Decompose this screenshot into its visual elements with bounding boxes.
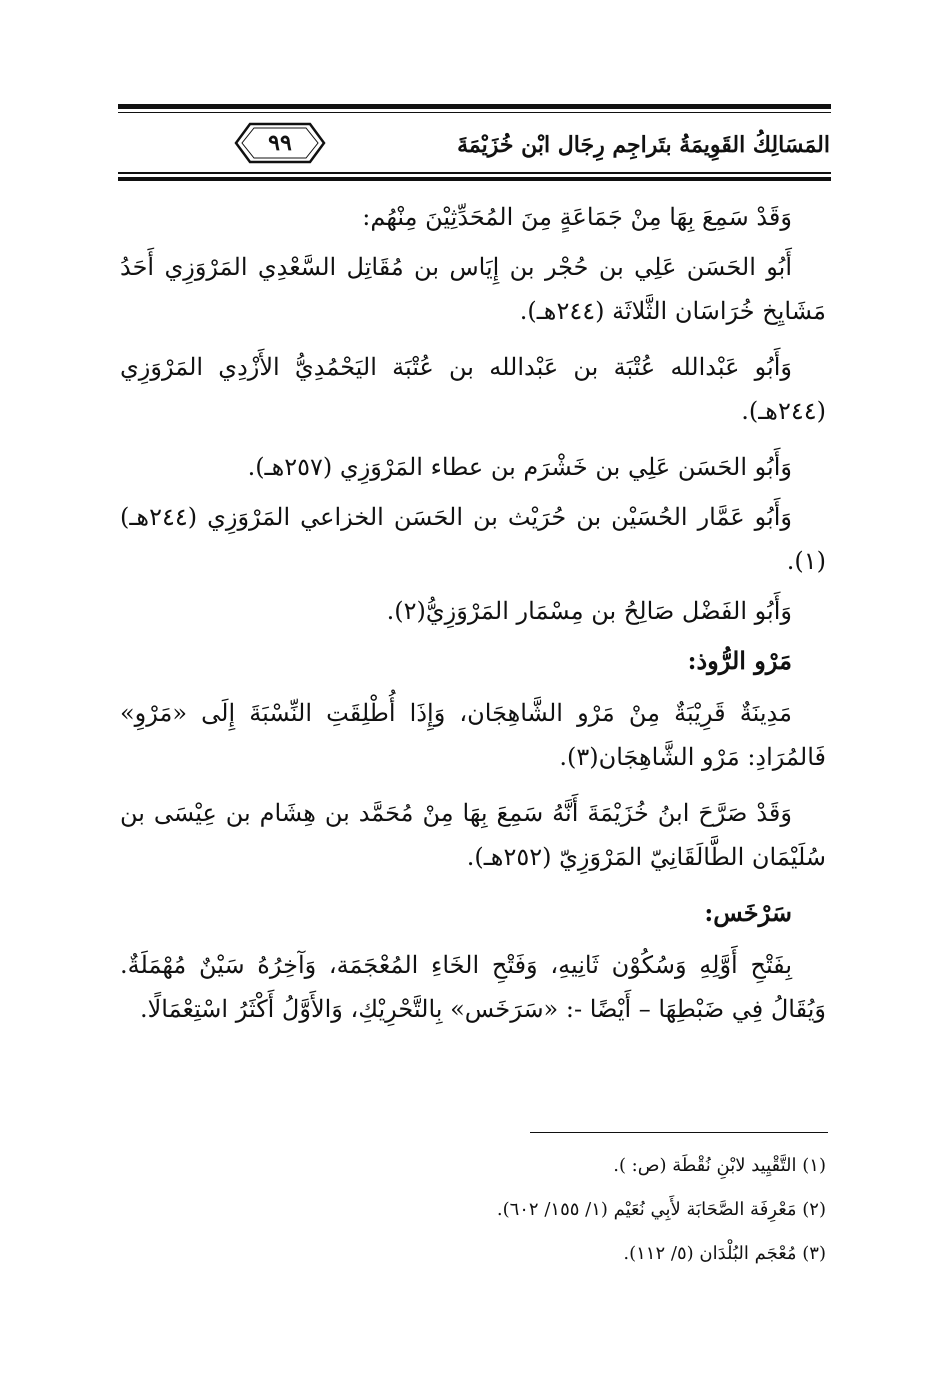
paragraph: مَدِينَةٌ قَرِيْبَةٌ مِنْ مَرْو الشَّاهِجَان، وَإِذَا أُطْلِقَتِ النِّسْبَةَ إِلَى «مَرْوِ» فَالمُرَادِ: مَرْو الشَّاهِجَان(٣). bbox=[120, 699, 826, 771]
paragraph: وَأَبُو عَبْدالله عُتْبَة بن عَبْدالله بن عُتْبَة اليَحْمُدِيُّ الأَزْدِي المَرْوَزِي (٢٤٤هـ). bbox=[120, 353, 826, 425]
paragraph: وَقَدْ سَمِعَ بِهَا مِنْ جَمَاعَةٍ مِنَ المُحَدِّثِيْنَ مِنْهُم: bbox=[362, 203, 792, 231]
page-number-badge bbox=[232, 120, 328, 166]
main-text bbox=[120, 195, 826, 1043]
paragraph: بِفَتْحِ أَوَّلِهِ وَسُكُوْن ثَانِيهِ، وَفَتْحِ الخَاءِ المُعْجَمَة، وَآخِرُهُ سَيْنٌ مُهْمَلَةٌ. وَيُقَالُ فِي ضَبْطِهَا – أَيْضًا -: «سَرَخَس» بِالتَّحْرِيْكِ، وَالأَوَّلُ أَكْثَرُ اسْتِعْمَالًا. bbox=[120, 951, 826, 1023]
section-heading-sarakhs: سَرْخَس: bbox=[704, 898, 792, 927]
footnote-2: (٢) مَعْرِفَة الصَّحَابَة لأَبِي نُعَيْم (١/ ١٥٥/ ٦٠٢). bbox=[496, 1199, 826, 1220]
header-rule-bottom-thick bbox=[118, 177, 831, 181]
header-rule-bottom-thin bbox=[118, 172, 831, 174]
footnotes bbox=[120, 1144, 826, 1276]
paragraph: أَبُو الحَسَن عَلِي بن حُجْر بن إِيَاس بن مُقَاتِل السَّعْدِي المَرْوَزِي أَحَدُ مَشَايِخ خُرَاسَان الثَّلاثَة (٢٤٤هـ). bbox=[120, 253, 826, 325]
header-rule-top-thick bbox=[118, 104, 831, 109]
page-number: ٩٩ bbox=[268, 130, 292, 156]
paragraph: وَأَبُو الفَضْل صَالِحُ بن مِسْمَار المَرْوَزِيُّ(٢). bbox=[386, 597, 792, 625]
footnote-separator bbox=[530, 1132, 828, 1133]
section-heading-marw-alrudh: مَرْو الرُّوذ: bbox=[687, 646, 792, 675]
footnote-1: (١) التَّقْيِيد لابْنِ نُقْطَة (ص: ). bbox=[613, 1155, 826, 1176]
book-title: المَسَالِكُ القَوِيمَةُ بتَراجِم رِجَال ابْن خُزَيْمَةَ bbox=[457, 132, 830, 158]
header-rule-top-thin bbox=[118, 112, 831, 113]
paragraph: وَأَبُو الحَسَن عَلِي بن خَشْرَم بن عطاء المَرْوَزِي (٢٥٧هـ). bbox=[247, 453, 792, 481]
paragraph: وَقَدْ صَرَّحَ ابنُ خُزَيْمَةَ أَنَّهُ سَمِعَ بِهَا مِنْ مُحَمَّد بن هِشَام بن عِيْسَى بن سُلَيْمَان الطَّالَقَانِيّ المَرْوَزِيّ (٢٥٢هـ). bbox=[120, 799, 826, 871]
footnote-3: (٣) مُعْجَم البُلْدَان (٥/ ١١٢). bbox=[623, 1243, 826, 1264]
paragraph: وَأَبُو عَمَّار الحُسَيْن بن حُرَيْث بن الحَسَن الخزاعي المَرْوَزِي (٢٤٤هـ)(١). bbox=[120, 503, 826, 575]
